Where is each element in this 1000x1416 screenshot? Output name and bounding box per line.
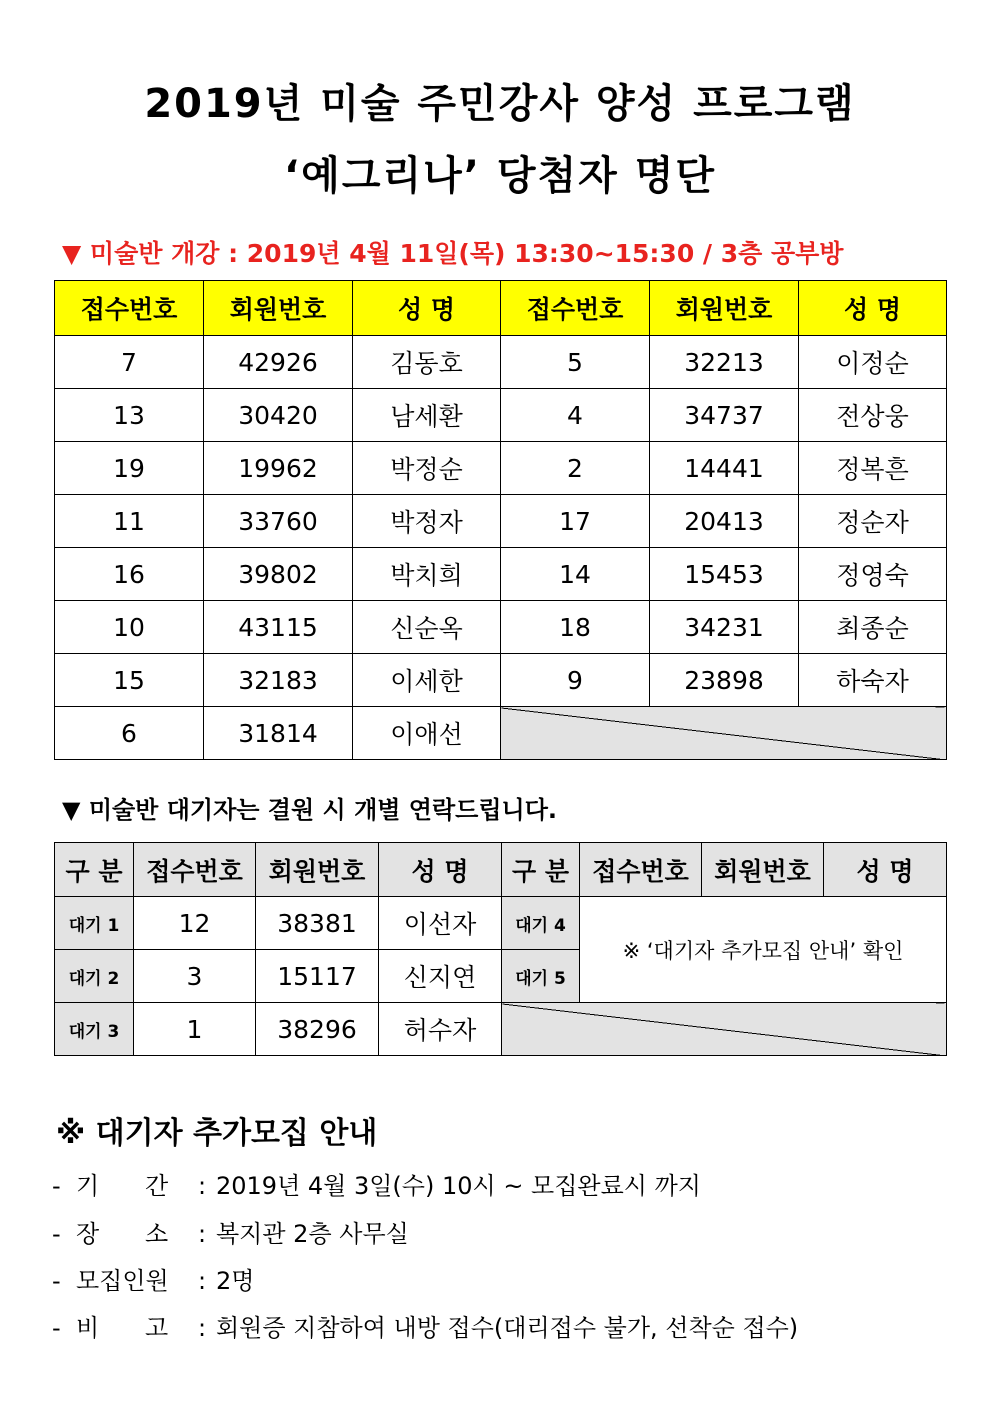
member-no-cell: 33760 xyxy=(204,495,353,548)
member-no-cell: 38296 xyxy=(256,1003,379,1056)
member-no-cell: 43115 xyxy=(204,601,353,654)
waitlist-header-row xyxy=(55,843,947,897)
header-member-no: 회원번호 xyxy=(650,281,799,336)
page-subtitle: ‘예그리나’ 당첨자 명단 xyxy=(283,153,716,199)
class-schedule-heading: ▼ 미술반 개강 : 2019년 4월 11일(목) 13:30~15:30 / 3층 공부방 xyxy=(62,239,844,268)
table-row xyxy=(55,654,947,707)
page-title: 2019년 미술 주민강사 양성 프로그램 xyxy=(144,81,856,127)
header-name: 성 명 xyxy=(824,843,947,897)
waitlist-note: ※ ‘대기자 추가모집 안내’ 확인 xyxy=(580,897,947,1003)
member-no-cell: 34231 xyxy=(650,601,799,654)
table-row xyxy=(55,336,947,389)
receipt-no-cell: 13 xyxy=(55,389,204,442)
receipt-no-cell: 4 xyxy=(501,389,650,442)
category-cell: 대기 4 xyxy=(502,897,580,950)
member-no-cell: 34737 xyxy=(650,389,799,442)
receipt-no-cell: 18 xyxy=(501,601,650,654)
winners-header-row xyxy=(55,281,947,336)
member-no-cell: 19962 xyxy=(204,442,353,495)
table-row xyxy=(55,897,947,950)
info-label: 모집인원 xyxy=(76,1267,169,1295)
header-name: 성 명 xyxy=(353,281,501,336)
name-cell: 신지연 xyxy=(379,950,502,1003)
table-row xyxy=(55,707,947,760)
name-cell: 전상웅 xyxy=(799,389,947,442)
name-cell: 김동호 xyxy=(353,336,501,389)
name-cell: 신순옥 xyxy=(353,601,501,654)
dash-bullet: - xyxy=(52,1220,61,1248)
info-row-remarks xyxy=(52,1308,798,1343)
member-no-cell: 39802 xyxy=(204,548,353,601)
name-cell: 이세한 xyxy=(353,654,501,707)
header-receipt-no: 접수번호 xyxy=(55,281,204,336)
member-no-cell: 14441 xyxy=(650,442,799,495)
name-cell: 하숙자 xyxy=(799,654,947,707)
name-cell: 허수자 xyxy=(379,1003,502,1056)
empty-slashed-cell xyxy=(502,1003,947,1056)
waitlist-table xyxy=(54,842,947,1056)
info-title: ※ 대기자 추가모집 안내 xyxy=(56,1116,378,1151)
header-category: 구 분 xyxy=(502,843,580,897)
name-cell: 정복흔 xyxy=(799,442,947,495)
name-cell: 최종순 xyxy=(799,601,947,654)
empty-slashed-cell xyxy=(501,707,947,760)
receipt-no-cell: 11 xyxy=(55,495,204,548)
header-receipt-no: 접수번호 xyxy=(501,281,650,336)
receipt-no-cell: 12 xyxy=(134,897,256,950)
name-cell: 정순자 xyxy=(799,495,947,548)
receipt-no-cell: 2 xyxy=(501,442,650,495)
category-cell: 대기 3 xyxy=(55,1003,134,1056)
table-row xyxy=(55,442,947,495)
info-value: 복지관 2층 사무실 xyxy=(216,1220,409,1248)
header-receipt-no: 접수번호 xyxy=(134,843,256,897)
table-row xyxy=(55,389,947,442)
winners-table xyxy=(54,280,947,760)
table-row xyxy=(55,601,947,654)
info-label: 비 고 xyxy=(76,1314,169,1342)
receipt-no-cell: 3 xyxy=(134,950,256,1003)
category-cell: 대기 1 xyxy=(55,897,134,950)
receipt-no-cell: 5 xyxy=(501,336,650,389)
colon: : xyxy=(197,1172,207,1200)
info-label: 장 소 xyxy=(76,1220,169,1248)
name-cell: 이정순 xyxy=(799,336,947,389)
info-label: 기 간 xyxy=(76,1172,169,1200)
receipt-no-cell: 17 xyxy=(501,495,650,548)
member-no-cell: 15453 xyxy=(650,548,799,601)
name-cell: 박정순 xyxy=(353,442,501,495)
member-no-cell: 30420 xyxy=(204,389,353,442)
name-cell: 박치희 xyxy=(353,548,501,601)
header-member-no: 회원번호 xyxy=(204,281,353,336)
dash-bullet: - xyxy=(52,1267,61,1295)
receipt-no-cell: 10 xyxy=(55,601,204,654)
header-name: 성 명 xyxy=(799,281,947,336)
member-no-cell: 31814 xyxy=(204,707,353,760)
member-no-cell: 42926 xyxy=(204,336,353,389)
colon: : xyxy=(197,1314,207,1342)
header-category: 구 분 xyxy=(55,843,134,897)
member-no-cell: 20413 xyxy=(650,495,799,548)
receipt-no-cell: 9 xyxy=(501,654,650,707)
info-value: 회원증 지참하여 내방 접수(대리접수 불가, 선착순 접수) xyxy=(216,1314,799,1342)
header-member-no: 회원번호 xyxy=(256,843,379,897)
receipt-no-cell: 14 xyxy=(501,548,650,601)
receipt-no-cell: 16 xyxy=(55,548,204,601)
member-no-cell: 32183 xyxy=(204,654,353,707)
member-no-cell: 23898 xyxy=(650,654,799,707)
name-cell: 남세환 xyxy=(353,389,501,442)
receipt-no-cell: 7 xyxy=(55,336,204,389)
member-no-cell: 32213 xyxy=(650,336,799,389)
category-cell: 대기 2 xyxy=(55,950,134,1003)
name-cell: 박정자 xyxy=(353,495,501,548)
name-cell: 이애선 xyxy=(353,707,501,760)
receipt-no-cell: 1 xyxy=(134,1003,256,1056)
dash-bullet: - xyxy=(52,1172,61,1200)
table-row xyxy=(55,548,947,601)
info-value: 2명 xyxy=(216,1267,255,1295)
info-value: 2019년 4월 3일(수) 10시 ~ 모집완료시 까지 xyxy=(216,1172,701,1200)
info-row-place xyxy=(52,1214,409,1249)
colon: : xyxy=(197,1220,207,1248)
dash-bullet: - xyxy=(52,1314,61,1342)
receipt-no-cell: 19 xyxy=(55,442,204,495)
member-no-cell: 15117 xyxy=(256,950,379,1003)
table-row xyxy=(55,495,947,548)
name-cell: 이선자 xyxy=(379,897,502,950)
receipt-no-cell: 6 xyxy=(55,707,204,760)
header-receipt-no: 접수번호 xyxy=(580,843,702,897)
colon: : xyxy=(197,1267,207,1295)
header-name: 성 명 xyxy=(379,843,502,897)
waitlist-heading: ▼ 미술반 대기자는 결원 시 개별 연락드립니다. xyxy=(62,796,558,824)
name-cell: 정영숙 xyxy=(799,548,947,601)
table-row xyxy=(55,1003,947,1056)
category-cell: 대기 5 xyxy=(502,950,580,1003)
header-member-no: 회원번호 xyxy=(702,843,824,897)
receipt-no-cell: 15 xyxy=(55,654,204,707)
member-no-cell: 38381 xyxy=(256,897,379,950)
info-row-period xyxy=(52,1166,701,1201)
info-row-capacity xyxy=(52,1261,254,1296)
